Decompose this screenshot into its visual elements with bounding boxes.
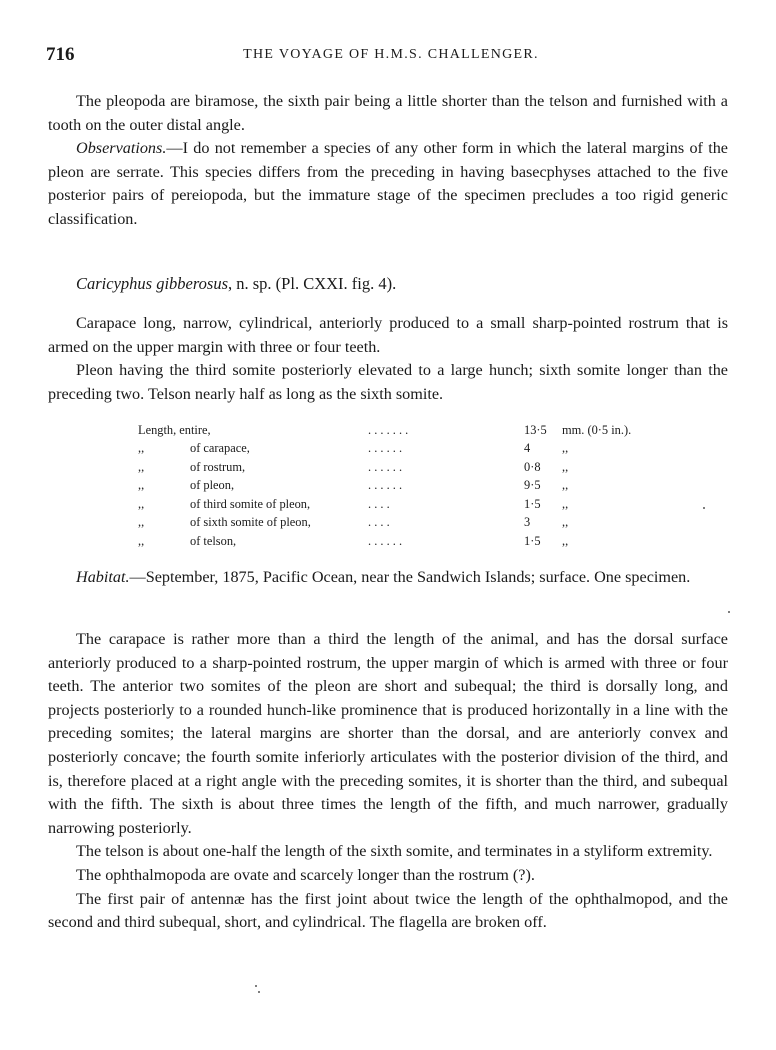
measurement-part: of pleon, [190,478,235,493]
measurement-ditto: ,, [138,515,145,530]
page-number: 716 [46,44,75,65]
description-ophthalmopoda-paragraph: The ophthalmopoda are ovate and scarcely longer than the rostrum (?). [76,865,535,884]
description-telson-paragraph: The telson is about one-half the length of the sixth somite, and terminates in a styliform extremity. [76,842,713,861]
measurement-row [138,495,631,514]
measurement-value: 1·5 [524,496,541,511]
habitat-text: —September, 1875, Pacific Ocean, near the Sandwich Islands; surface. One specimen. [129,568,691,586]
measurement-value: 1·5 [524,533,541,548]
print-speck [258,991,260,993]
observations-paragraph [48,137,728,231]
measurement-leader-dots: . . . . . . [368,459,403,474]
observations-text: —I do not remember a species of any other form in which the lateral margins of the pleon are serrate. This species differs from the preceding in having basecphyses attached to the five posterior pairs of pereiopoda, but the immature stage of the specimen precludes a too rigid generic classification. [48,139,728,228]
measurement-value: 9·5 [524,478,541,493]
measurement-unit: ,, [562,496,569,511]
measurement-leader-dots: . . . . [368,515,390,530]
measurement-part: of carapace, [190,441,250,456]
measurement-row [138,477,631,496]
observations-label: Observations. [76,139,167,158]
diagnosis-carapace: Carapace long, narrow, cylindrical, anteriorly produced to a small sharp-pointed rostrum that is armed on the upper margin with three or four teeth. [48,314,728,356]
page-header [46,44,736,72]
pleopoda-paragraph: The pleopoda are biramose, the sixth pair being a little shorter than the telson and furnished with a tooth on the outer distal angle. [48,92,728,134]
measurement-unit: ,, [562,478,569,493]
measurement-value: 13·5 [524,422,547,437]
measurement-row [138,514,631,533]
measurement-row [138,440,631,459]
measurement-value: 4 [524,441,531,456]
description-section [48,628,728,935]
measurement-ditto: ,, [138,533,145,548]
species-name: Caricyphus gibberosus [76,274,229,293]
measurement-row [138,421,631,440]
measurement-unit: ,, [562,533,569,548]
measurement-label: Length, entire, [138,422,211,437]
species-heading [76,274,396,294]
running-head: THE VOYAGE OF H.M.S. CHALLENGER. [243,47,539,62]
measurements-table [138,421,631,551]
measurement-value: 0·8 [524,459,541,474]
measurement-leader-dots: . . . . . . [368,441,403,456]
measurement-row [138,458,631,477]
habitat-section [48,566,728,590]
measurement-ditto: ,, [138,459,145,474]
measurement-value: 3 [524,515,531,530]
measurement-leader-dots: . . . . . . [368,478,403,493]
measurement-part: of third somite of pleon, [190,496,311,511]
diagnosis-section [48,312,728,406]
measurement-ditto: ,, [138,441,145,456]
diagnosis-pleon: Pleon having the third somite posteriorly elevated to a large hunch; sixth somite longer than the preceding two. Telson nearly half as long as the sixth somite. [48,361,728,403]
print-speck [703,507,705,509]
intro-section [48,90,728,232]
measurement-ditto: ,, [138,478,145,493]
measurement-unit: ,, [562,459,569,474]
description-antennae-paragraph: The first pair of antennæ has the first joint about twice the length of the ophthalmopod, and the second and third subequal, short, and cylindrical. The flagella are broken off. [48,889,728,932]
measurement-leader-dots: . . . . . . . [368,422,409,437]
measurement-leader-dots: . . . . [368,496,390,511]
measurement-row [138,532,631,551]
measurement-part: of telson, [190,533,237,548]
habitat-label: Habitat. [76,568,130,586]
measurement-part: of rostrum, [190,459,246,474]
measurement-ditto: ,, [138,496,145,511]
habitat-paragraph [48,566,728,590]
measurement-part: of sixth somite of pleon, [190,515,311,530]
description-carapace-paragraph: The carapace is rather more than a third the length of the animal, and has the dorsal surface anteriorly produced to a sharp-pointed rostrum, the upper margin of which is armed with three or four teeth. The anterior two somites of the pleon are short and subequal; the third is dorsally long, and projects posteriorly to a rounded hunch-like prominence that is produced horizontally in a line with the preceding somites; the lateral margins are shorter than the dorsal, and are anteriorly convex and posteriorly concave; the fourth somite inferiorly articulates with the posterior division of the third, and is, therefore placed at a right angle with the preceding somites, it is shorter than the third, and subequal with the fifth. The sixth is about three times the length of the fifth, and much narrower, gradually narrowing posteriorly. [48,630,728,837]
measurement-unit: mm. (0·5 in.). [562,422,632,437]
measurement-unit: ,, [562,441,569,456]
species-heading-suffix: , n. sp. (Pl. CXXI. fig. 4). [228,274,397,293]
print-speck [255,985,257,987]
print-speck [728,611,730,613]
measurement-leader-dots: . . . . . . [368,533,403,548]
measurement-unit: ,, [562,515,569,530]
